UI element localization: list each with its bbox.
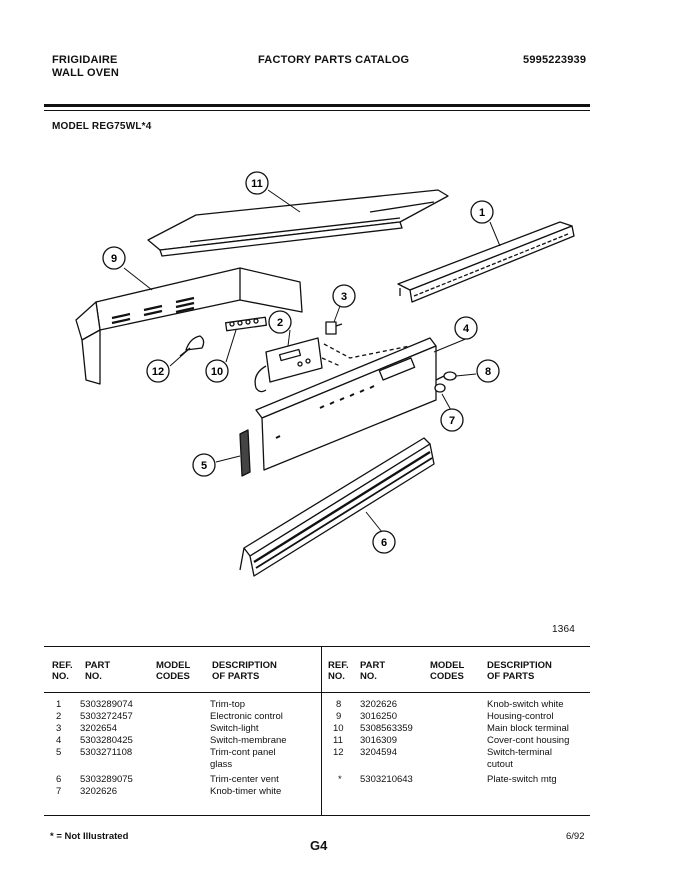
right-header-desc: DESCRIPTION OF PARTS — [487, 660, 552, 682]
part-knob-timer — [435, 384, 445, 392]
brand-line-2: WALL OVEN — [52, 67, 119, 79]
row-part-number: 5303289075 — [80, 774, 133, 785]
row-part-number: 5303289074 — [80, 699, 133, 710]
row-part-number: 3202654 — [80, 723, 117, 734]
row-description: Cover-cont housing — [487, 735, 570, 746]
row-part-number: 5303210643 — [360, 774, 413, 785]
row-part-number: 5308563359 — [360, 723, 413, 734]
right-header-part: PART NO. — [360, 660, 386, 682]
callout-3: 3 — [340, 291, 348, 303]
callout-9: 9 — [110, 253, 118, 265]
catalog-number: 5995223939 — [523, 54, 587, 66]
row-description: Switch-terminal — [487, 747, 552, 758]
page-number: G4 — [310, 838, 328, 853]
row-ref: 2 — [56, 711, 62, 722]
table-header-rule — [44, 692, 590, 693]
part-trim-glass — [240, 430, 250, 476]
row-description: Switch-membrane — [210, 735, 287, 746]
left-header-model: MODEL CODES — [156, 660, 191, 682]
row-description: Plate-switch mtg — [487, 774, 557, 785]
part-trim-top — [398, 222, 574, 302]
row-ref: 10 — [333, 723, 344, 734]
part-knob-switch — [436, 372, 456, 380]
revision-date: 6/92 — [566, 831, 585, 842]
row-part-number: 3202626 — [360, 699, 397, 710]
callout-5: 5 — [200, 460, 208, 472]
left-header-desc: DESCRIPTION OF PARTS — [212, 660, 277, 682]
row-description: Main block terminal — [487, 723, 569, 734]
callout-2: 2 — [276, 317, 284, 329]
row-ref: 1 — [56, 699, 62, 710]
callout-12: 12 — [151, 366, 165, 378]
part-electronic-control — [255, 338, 322, 392]
part-light-switch — [326, 322, 342, 334]
row-ref: 3 — [56, 723, 62, 734]
row-description-continued: cutout — [487, 759, 513, 770]
callout-8: 8 — [484, 366, 492, 378]
right-header-ref: REF. NO. — [328, 660, 349, 682]
row-ref: 12 — [333, 747, 344, 758]
figure-number: 1364 — [552, 624, 576, 635]
row-description: Trim-top — [210, 699, 246, 710]
model-label: MODEL REG75WL*4 — [52, 121, 152, 132]
row-part-number: 5303272457 — [80, 711, 133, 722]
callout-11: 11 — [251, 178, 263, 190]
row-ref: * — [338, 774, 342, 785]
row-description: Knob-switch white — [487, 699, 564, 710]
part-switch-terminal — [180, 336, 204, 356]
row-description: Switch-light — [210, 723, 259, 734]
row-ref: 11 — [333, 735, 343, 746]
row-part-number: 3204594 — [360, 747, 397, 758]
left-header-part: PART NO. — [85, 660, 111, 682]
row-ref: 6 — [56, 774, 62, 785]
left-header-ref: REF. NO. — [52, 660, 73, 682]
row-ref: 9 — [336, 711, 342, 722]
row-part-number: 3016309 — [360, 735, 397, 746]
callout-7: 7 — [448, 415, 456, 427]
part-terminal-block — [226, 317, 267, 330]
row-description: Housing-control — [487, 711, 554, 722]
not-illustrated-note: * = Not Illustrated — [50, 831, 129, 842]
catalog-title: FACTORY PARTS CATALOG — [258, 54, 410, 66]
callout-4: 4 — [462, 323, 470, 335]
table-bottom-rule — [44, 815, 590, 816]
brand-line-1: FRIGIDAIRE — [52, 54, 118, 66]
row-part-number: 3016250 — [360, 711, 397, 722]
table-top-rule — [44, 646, 590, 647]
row-ref: 5 — [56, 747, 62, 758]
part-cover-housing — [148, 190, 448, 256]
row-description: Trim-center vent — [210, 774, 279, 785]
row-ref: 8 — [336, 699, 342, 710]
callout-6: 6 — [380, 537, 388, 549]
row-description: Electronic control — [210, 711, 283, 722]
row-ref: 7 — [56, 786, 62, 797]
row-part-number: 5303271108 — [80, 747, 133, 758]
row-description: Trim-cont panel — [210, 747, 276, 758]
row-ref: 4 — [56, 735, 62, 746]
table-column-divider — [321, 646, 322, 815]
row-part-number: 5303280425 — [80, 735, 133, 746]
row-part-number: 3202626 — [80, 786, 117, 797]
callout-1: 1 — [478, 207, 486, 219]
row-description-continued: glass — [210, 759, 233, 770]
right-header-model: MODEL CODES — [430, 660, 465, 682]
row-description: Knob-timer white — [210, 786, 282, 797]
callout-10: 10 — [210, 366, 224, 378]
